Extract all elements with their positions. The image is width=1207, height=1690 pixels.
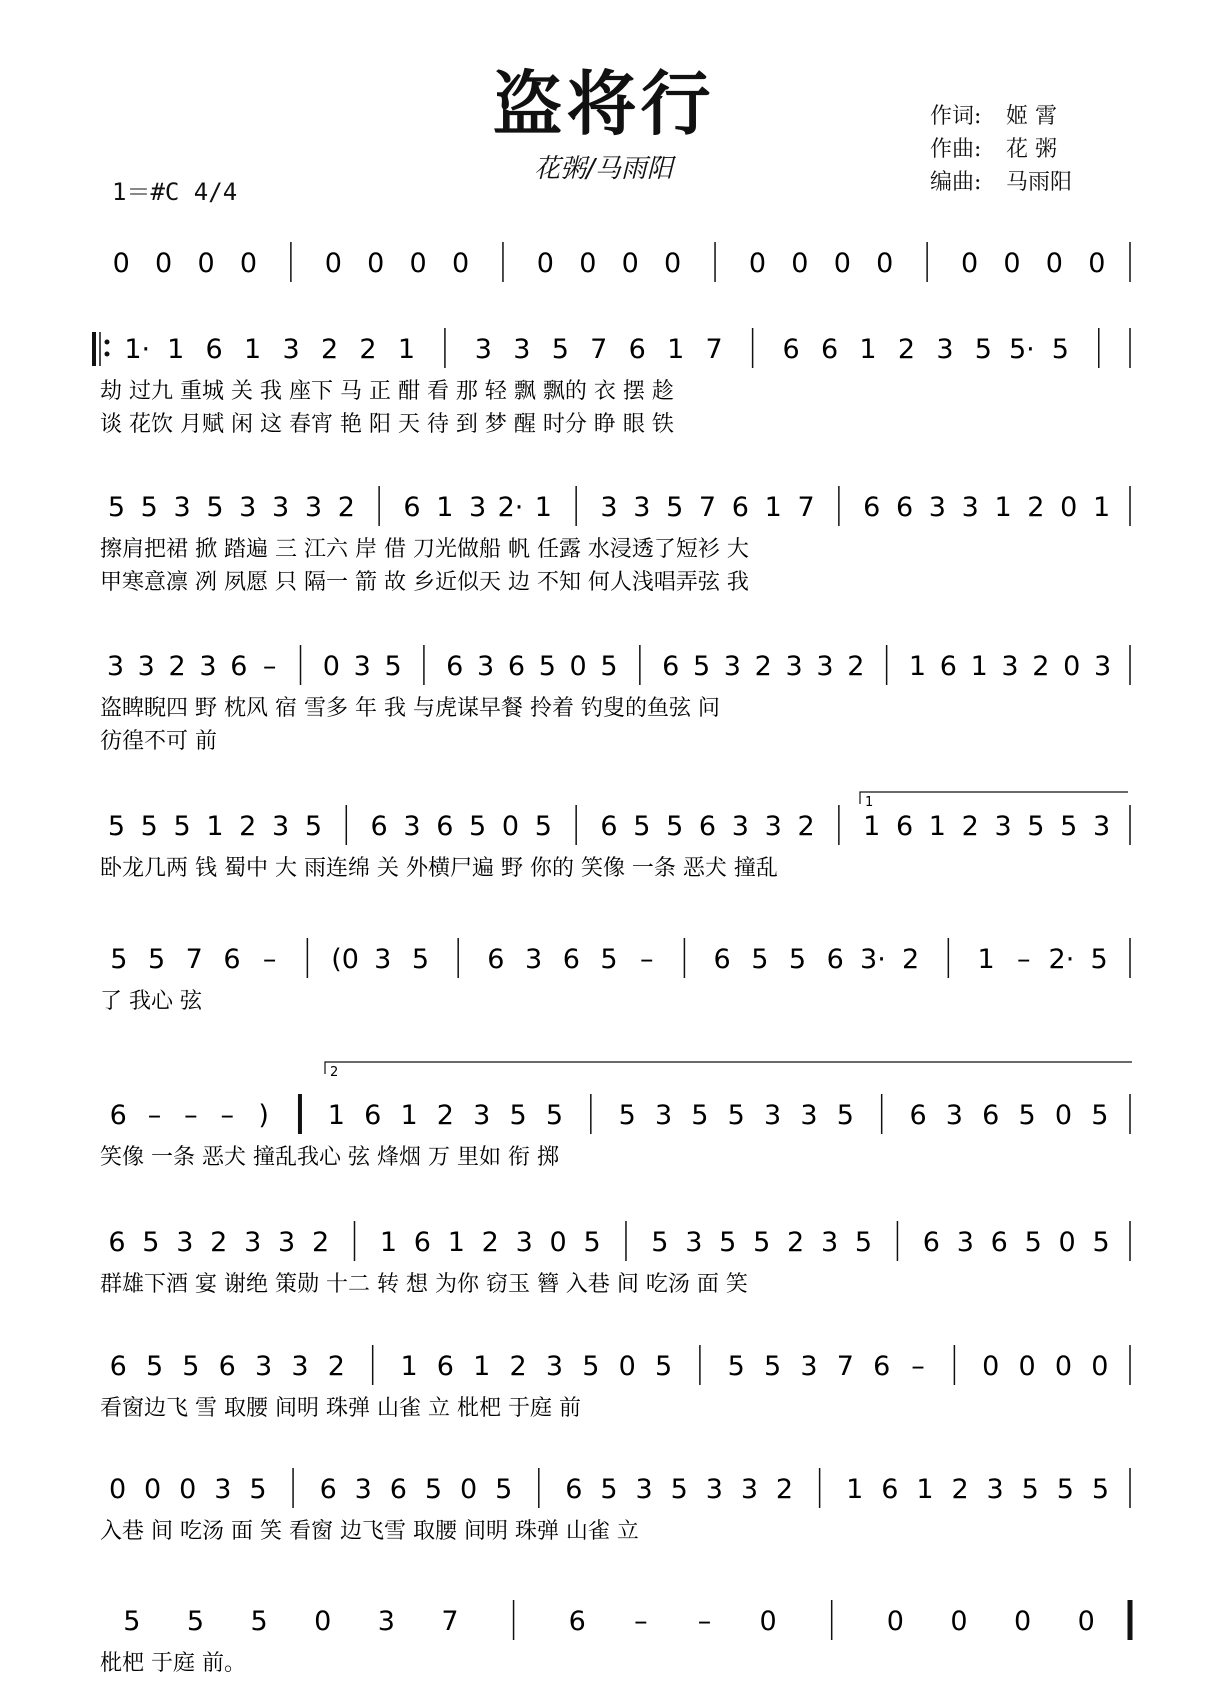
note: 5 <box>250 1606 268 1637</box>
note: 5 <box>182 1351 200 1382</box>
note: 0 <box>791 248 809 279</box>
note: 2 <box>1027 492 1045 523</box>
note: 0 <box>409 248 427 279</box>
note: 5 <box>618 1100 636 1131</box>
note: 6 <box>662 651 680 682</box>
note: 5 <box>1051 334 1069 365</box>
note: 0 <box>1088 248 1106 279</box>
note: 7 <box>797 492 815 523</box>
note: 0 <box>621 248 639 279</box>
note: 6 <box>922 1227 940 1258</box>
note: 3 <box>403 811 421 842</box>
note: 0 <box>501 811 520 842</box>
note: 2 <box>847 651 865 682</box>
note: 6 <box>562 944 580 975</box>
lyric-line: 枇杷 于庭 前。 <box>100 1651 246 1676</box>
note: 5 <box>538 651 556 682</box>
note: 1 <box>859 334 877 365</box>
note: 5 <box>1060 811 1078 842</box>
note: 5 <box>206 492 224 523</box>
note: 2 <box>168 651 186 682</box>
note: 0 <box>314 1606 332 1637</box>
note: 6 <box>628 334 646 365</box>
note: 6 <box>436 811 454 842</box>
note: 5 <box>582 1351 600 1382</box>
note: 5 <box>670 1474 688 1505</box>
note: 5 <box>534 811 552 842</box>
note: 0 <box>1054 1351 1073 1382</box>
note: 5 <box>145 1351 164 1382</box>
note: 0 <box>367 248 385 279</box>
note: 0 <box>322 651 340 682</box>
note: 0 <box>1077 1606 1095 1637</box>
note: 5 <box>836 1100 854 1131</box>
note: 6 <box>731 492 749 523</box>
note: 2 <box>337 492 355 523</box>
note: 6 <box>565 1474 583 1505</box>
note: 2 <box>754 651 772 682</box>
note: 5 <box>651 1227 669 1258</box>
lyric-line: 笑像 一条 恶犬 撞乱我心 弦 烽烟 万 里如 衔 掷 <box>100 1145 559 1170</box>
note: 5 <box>495 1474 513 1505</box>
lyric-line: 卧龙几两 钱 蜀中 大 雨连绵 关 外横尸遍 野 你的 笑像 一条 恶犬 撞乱 <box>100 856 778 881</box>
note: 3 <box>239 492 257 523</box>
note: 1 <box>764 492 782 523</box>
key-signature: 1＝#C 4/4 <box>112 178 238 206</box>
note: 5 <box>107 492 126 523</box>
note: 0 <box>197 248 215 279</box>
note: 5 <box>764 1351 782 1382</box>
note: 5 <box>691 1100 709 1131</box>
note: 3 <box>354 1474 372 1505</box>
note: 3 <box>278 1227 296 1258</box>
note: 2 <box>897 334 916 365</box>
note: 3 <box>199 651 217 682</box>
note: 0 <box>664 248 682 279</box>
lyric-line: 甲寒意凛 冽 夙愿 只 隔一 箭 故 乡近似天 边 不知 何人浅唱弄弦 我 <box>100 570 749 595</box>
note: 6 <box>600 811 618 842</box>
note: 5 <box>1091 1100 1109 1131</box>
note: 1 <box>994 492 1012 523</box>
note: – <box>184 1100 198 1131</box>
note: 0 <box>950 1606 968 1637</box>
note: 6 <box>370 811 388 842</box>
note: 3 <box>945 1100 963 1131</box>
note: 2 <box>775 1474 794 1505</box>
note: 1 <box>167 334 185 365</box>
note: 5 <box>110 944 128 975</box>
note: 2 <box>509 1351 527 1382</box>
note: 5 <box>249 1474 267 1505</box>
credit-composer: 作曲: 花 粥 <box>930 137 1057 162</box>
note: 1 <box>436 492 454 523</box>
note: 3 <box>820 1227 839 1258</box>
note: – <box>147 1100 162 1131</box>
note: 3 <box>469 492 487 523</box>
note: 3 <box>513 334 531 365</box>
note: 3 <box>600 492 618 523</box>
note: 6 <box>713 944 731 975</box>
note: 0 <box>1013 1606 1032 1637</box>
note: 3 <box>1092 811 1111 842</box>
note: 6 <box>223 944 241 975</box>
lyric-line: 看窗边飞 雪 取腰 间明 珠弹 山雀 立 枇杷 于庭 前 <box>100 1396 581 1421</box>
note: 5 <box>854 1227 873 1258</box>
note: 5 <box>147 944 166 975</box>
note: 6 <box>782 334 800 365</box>
note: 1 <box>667 334 685 365</box>
note: 5 <box>654 1351 673 1382</box>
note: 2 <box>311 1227 330 1258</box>
note: 1 <box>916 1474 934 1505</box>
note: 5 <box>186 1606 205 1637</box>
note: 5 <box>1092 1227 1110 1258</box>
note: 5 <box>727 1100 745 1131</box>
note: – <box>1016 944 1031 975</box>
note: 0 <box>1063 651 1081 682</box>
note: 3 <box>723 651 741 682</box>
lyric-line: 盗睥睨四 野 枕风 宿 雪多 年 我 与虎谋早餐 拎着 钓叟的鱼弦 问 <box>100 696 720 721</box>
note: 2· <box>1048 944 1075 975</box>
note: 6 <box>881 1474 899 1505</box>
note: 5 <box>1024 1227 1042 1258</box>
note: 0 <box>759 1606 777 1637</box>
note: 0 <box>1091 1351 1109 1382</box>
note: 1 <box>534 492 552 523</box>
note: 3 <box>304 492 323 523</box>
note: 0 <box>982 1351 1000 1382</box>
note: 1 <box>928 811 946 842</box>
note: ) <box>258 1100 269 1131</box>
note: 7 <box>705 334 723 365</box>
note: 5 <box>974 334 992 365</box>
note: 3 <box>524 944 543 975</box>
note: 3 <box>936 334 954 365</box>
lyric-line: 入巷 间 吃汤 面 笑 看窗 边飞雪 取腰 间明 珠弹 山雀 立 <box>100 1519 639 1544</box>
note: 3 <box>785 651 803 682</box>
note: 3 <box>731 811 749 842</box>
note: 0 <box>112 248 130 279</box>
note: 5 <box>142 1227 160 1258</box>
note: 6 <box>873 1351 891 1382</box>
note: 2 <box>787 1227 805 1258</box>
note: 0 <box>324 248 342 279</box>
note: 1 <box>447 1227 465 1258</box>
note: 6 <box>436 1351 454 1382</box>
note: 6 <box>820 334 839 365</box>
note: 6 <box>446 651 464 682</box>
note: 3 <box>633 492 651 523</box>
note: 0 <box>179 1474 197 1505</box>
repeat-dot <box>105 352 110 357</box>
note: 3 <box>214 1474 232 1505</box>
note: 0 <box>1045 248 1063 279</box>
note: 3 <box>515 1227 533 1258</box>
note: 2 <box>320 334 339 365</box>
note: 6 <box>895 811 914 842</box>
note: 6 <box>109 1100 127 1131</box>
volta-label: 2 <box>330 1065 339 1080</box>
note: 3 <box>353 651 371 682</box>
note: 5 <box>583 1227 601 1258</box>
note: 5 <box>1021 1474 1039 1505</box>
note: 5 <box>600 1474 618 1505</box>
note: 2 <box>902 944 920 975</box>
note: 0 <box>1018 1351 1036 1382</box>
note: 3 <box>705 1474 723 1505</box>
note: 6 <box>909 1100 927 1131</box>
note: 3 <box>800 1351 818 1382</box>
note: 3 <box>800 1100 818 1131</box>
note: 6 <box>487 944 505 975</box>
note: 5 <box>666 492 684 523</box>
note: 1 <box>379 1227 398 1258</box>
note: 3· <box>860 944 886 975</box>
note: 5 <box>107 811 126 842</box>
note: 6 <box>413 1227 431 1258</box>
note: – <box>639 944 654 975</box>
volta-label: 1 <box>865 795 874 810</box>
note: 1 <box>970 651 988 682</box>
note: 5 <box>1027 811 1045 842</box>
note: 6 <box>982 1100 1000 1131</box>
note: 1 <box>244 334 262 365</box>
note: 0 <box>536 248 554 279</box>
note: 5 <box>411 944 430 975</box>
note: 2 <box>210 1227 228 1258</box>
repeat-dot <box>105 340 110 345</box>
note: 5 <box>384 651 402 682</box>
note: 1 <box>846 1474 864 1505</box>
note: 5 <box>545 1100 564 1131</box>
note: – <box>262 651 277 682</box>
note: 3 <box>272 492 290 523</box>
note: 0 <box>155 248 173 279</box>
note: 1 <box>400 1100 418 1131</box>
note: 2 <box>481 1227 499 1258</box>
note: 7 <box>441 1606 459 1637</box>
note: 5 <box>633 811 651 842</box>
note: 5 <box>304 811 323 842</box>
note: 2 <box>797 811 815 842</box>
credit-lyricist: 作词: 姬 霄 <box>930 104 1057 129</box>
note: 2· <box>497 492 524 523</box>
note: 3 <box>740 1474 759 1505</box>
note: 3 <box>635 1474 653 1505</box>
note: 0 <box>239 248 258 279</box>
note: 0 <box>833 248 851 279</box>
credit-arranger: 编曲: 马雨阳 <box>930 170 1073 195</box>
note: 5 <box>551 334 569 365</box>
note: 0 <box>569 651 587 682</box>
note: 0 <box>451 248 470 279</box>
note: 3 <box>994 811 1012 842</box>
note: 0 <box>108 1474 127 1505</box>
note: 6 <box>939 651 957 682</box>
note: 5 <box>692 651 711 682</box>
note: 2 <box>961 811 979 842</box>
note: – <box>262 944 277 975</box>
note: 6 <box>364 1100 382 1131</box>
note: 0 <box>459 1474 478 1505</box>
note: 3 <box>545 1351 564 1382</box>
note: 0 <box>1003 248 1021 279</box>
note: 3 <box>654 1100 673 1131</box>
note: 5 <box>140 492 158 523</box>
note: 3 <box>986 1474 1004 1505</box>
note: 0 <box>876 248 894 279</box>
note: 3 <box>928 492 946 523</box>
note: – <box>634 1606 648 1637</box>
note: 5 <box>1090 944 1108 975</box>
note: – <box>697 1606 712 1637</box>
note: 3 <box>764 1100 782 1131</box>
note: 3 <box>1093 651 1112 682</box>
note: 1 <box>977 944 995 975</box>
note: 6 <box>108 1227 126 1258</box>
note: – <box>220 1100 234 1131</box>
note: 1 <box>863 811 881 842</box>
note: 0 <box>1060 492 1078 523</box>
note: 3 <box>685 1227 703 1258</box>
lyric-line: 擦肩把裙 掀 踏遍 三 江六 岸 借 刀光做船 帆 任露 水浸透了短衫 大 <box>100 537 749 562</box>
note: 5 <box>1018 1100 1036 1131</box>
note: 3 <box>816 651 834 682</box>
note: (0 <box>331 944 359 975</box>
note: 5· <box>1008 334 1035 365</box>
note: 0 <box>618 1351 636 1382</box>
note: 6 <box>403 492 421 523</box>
note: 6 <box>230 651 248 682</box>
note: 6 <box>218 1351 236 1382</box>
note: 5 <box>788 944 807 975</box>
note: 1 <box>397 334 416 365</box>
lyric-line: 群雄下酒 宴 谢绝 策勋 十二 转 想 为你 窃玉 簪 入巷 间 吃汤 面 笑 <box>100 1272 748 1297</box>
volta-bracket <box>325 1062 1132 1074</box>
volta-bracket <box>860 792 1128 804</box>
lyric-line: 了 我心 弦 <box>100 989 202 1014</box>
lyric-line: 彷徨不可 前 <box>100 729 217 754</box>
note: 6 <box>319 1474 337 1505</box>
song-title: 盗将行 <box>492 63 715 145</box>
note: 2 <box>1032 651 1050 682</box>
note: 5 <box>600 651 618 682</box>
note: 3 <box>474 334 492 365</box>
note: 6 <box>109 1351 127 1382</box>
note: 5 <box>123 1606 141 1637</box>
note: 5 <box>1056 1474 1074 1505</box>
note: 3 <box>282 334 300 365</box>
note: 6 <box>698 811 717 842</box>
song-performers: 花粥/马雨阳 <box>534 154 673 184</box>
note: 7 <box>698 492 717 523</box>
note: 5 <box>469 811 487 842</box>
note: 3 <box>477 651 495 682</box>
note: 0 <box>886 1606 904 1637</box>
note: 5 <box>509 1100 527 1131</box>
note: 5 <box>727 1351 745 1382</box>
note: 3 <box>1001 651 1019 682</box>
note: 6 <box>826 944 844 975</box>
note: 0 <box>1054 1100 1073 1131</box>
note: 3 <box>377 1606 395 1637</box>
note: 5 <box>600 944 618 975</box>
note: 6 <box>895 492 914 523</box>
note: 3 <box>291 1351 309 1382</box>
note: 5 <box>753 1227 771 1258</box>
note: 3 <box>374 944 392 975</box>
note: 6 <box>389 1474 407 1505</box>
note: 1 <box>1092 492 1111 523</box>
note: 2 <box>436 1100 454 1131</box>
note: 6 <box>205 334 223 365</box>
note: 5 <box>751 944 769 975</box>
note: 2 <box>327 1351 345 1382</box>
lyric-line: 劫 过九 重城 关 我 座下 马 正 酣 看 那 轻 飘 飘的 衣 摆 趁 <box>100 379 674 404</box>
note: 0 <box>960 248 979 279</box>
note: 3 <box>956 1227 974 1258</box>
note: 3 <box>176 1227 194 1258</box>
note: 6 <box>507 651 526 682</box>
note: 0 <box>579 248 597 279</box>
note: 3 <box>961 492 979 523</box>
note: 6 <box>990 1227 1008 1258</box>
note: 5 <box>666 811 684 842</box>
note: 3 <box>244 1227 262 1258</box>
note: 3 <box>137 651 155 682</box>
note: 1· <box>124 334 151 365</box>
note: 2 <box>951 1474 969 1505</box>
note: 1 <box>206 811 224 842</box>
note: 3 <box>272 811 290 842</box>
note: 7 <box>185 944 203 975</box>
note: 5 <box>424 1474 443 1505</box>
note: 3 <box>473 1100 491 1131</box>
note: 7 <box>590 334 608 365</box>
note: – <box>911 1351 925 1382</box>
note: 3 <box>255 1351 273 1382</box>
note: 1 <box>473 1351 491 1382</box>
note: 0 <box>1058 1227 1076 1258</box>
note: 6 <box>863 492 881 523</box>
note: 1 <box>908 651 927 682</box>
note: 3 <box>106 651 125 682</box>
note: 6 <box>568 1606 586 1637</box>
note: 0 <box>549 1227 567 1258</box>
note: 2 <box>239 811 257 842</box>
note: 3 <box>173 492 191 523</box>
note: 3 <box>764 811 782 842</box>
note: 1 <box>400 1351 418 1382</box>
note: 5 <box>173 811 191 842</box>
note: 2 <box>359 334 377 365</box>
lyric-line: 谈 花饮 月赋 闲 这 春宵 艳 阳 天 待 到 梦 醒 时分 睁 眼 铁 <box>100 412 674 437</box>
note: 5 <box>140 811 158 842</box>
note: 1 <box>327 1100 345 1131</box>
note: 0 <box>144 1474 162 1505</box>
note: 0 <box>748 248 767 279</box>
note: 5 <box>719 1227 737 1258</box>
note: 5 <box>1091 1474 1110 1505</box>
note: 7 <box>836 1351 854 1382</box>
